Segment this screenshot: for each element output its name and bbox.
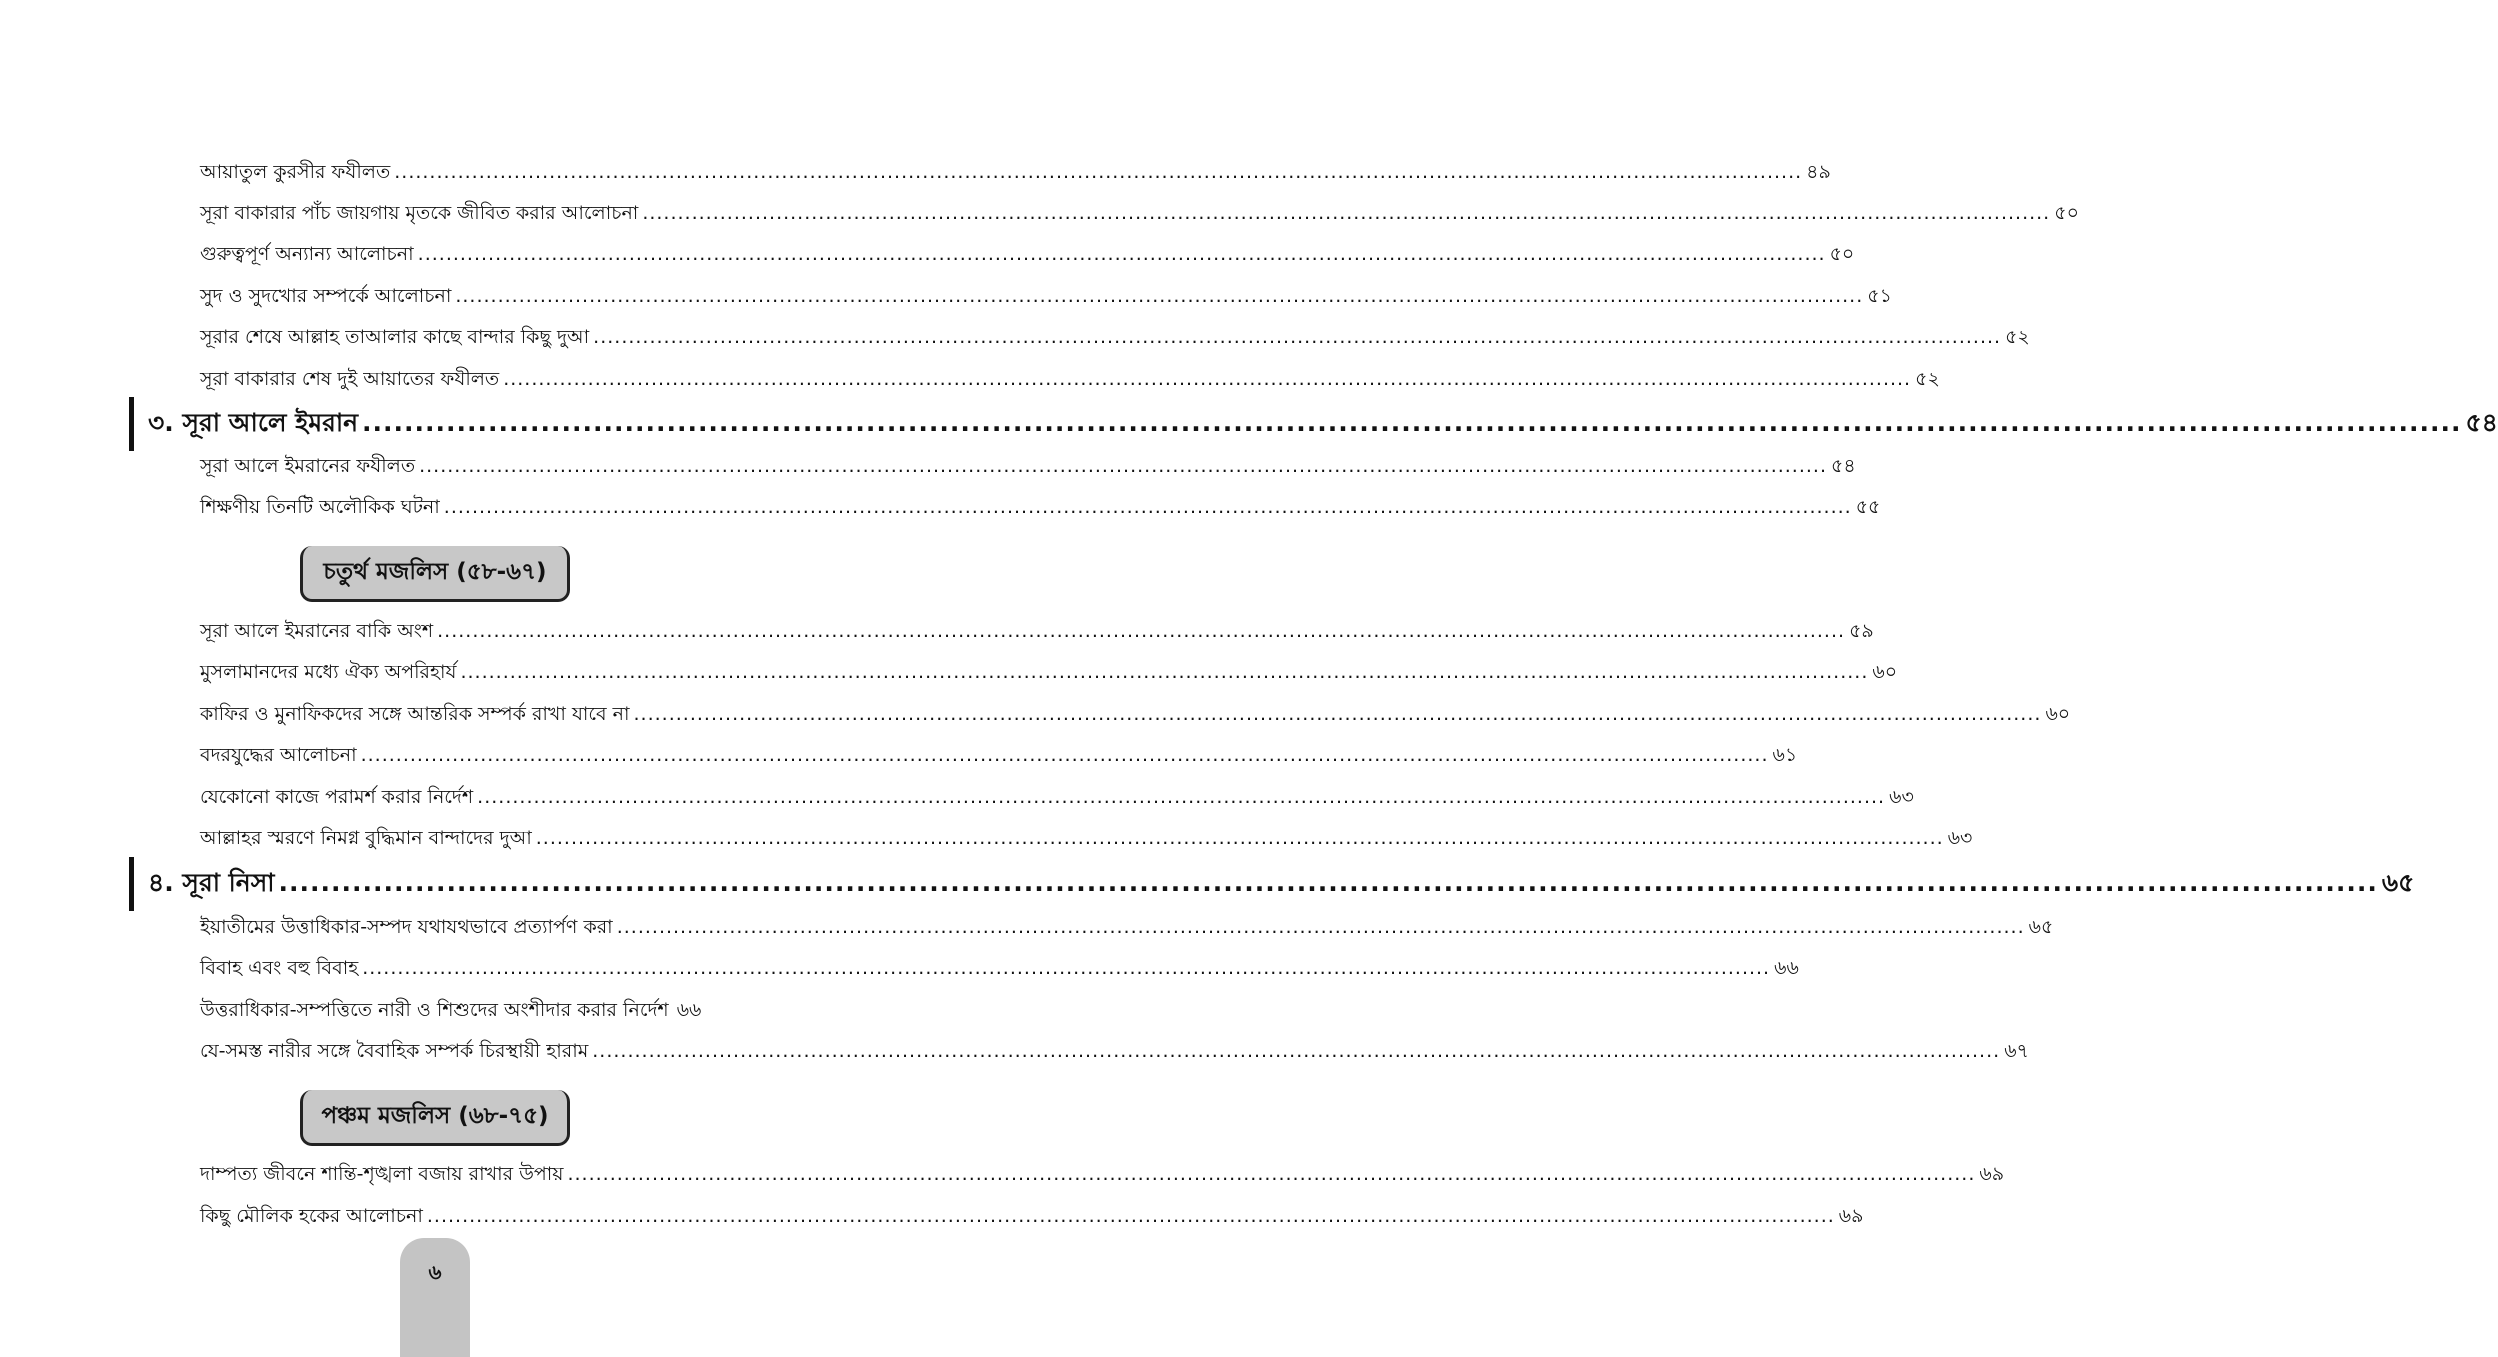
dot-leader [617, 912, 2025, 942]
toc-entry[interactable] [200, 1036, 2029, 1066]
toc-entry-title: গুরুত্বপূর্ণ অন্যান্য আলোচনা [200, 243, 414, 265]
section-marker-bar [129, 857, 134, 911]
toc-entry[interactable] [200, 198, 2079, 228]
toc-entry[interactable] [200, 657, 1898, 687]
dot-leader [567, 1159, 1975, 1189]
dot-leader [642, 198, 2050, 228]
dot-leader [361, 740, 1769, 770]
toc-entry-page: ৫২ [1915, 368, 1940, 390]
toc-entry[interactable] [200, 823, 1973, 853]
dot-leader [394, 157, 1802, 187]
dot-leader [278, 865, 2377, 901]
toc-entry[interactable] [200, 1201, 1864, 1231]
dot-leader [419, 451, 1827, 481]
dot-leader [362, 953, 1770, 983]
toc-entry[interactable] [200, 322, 2030, 352]
toc-entry-page: ৬০ [1872, 661, 1898, 683]
toc-entry-title: সূরা আলে ইমরানের ফযীলত [200, 455, 416, 477]
toc-entry-title: ইয়াতীমের উত্তাধিকার-সম্পদ যথাযথভাবে প্রত্যার্পণ করা [200, 916, 613, 938]
toc-entry-title: সূরা বাকারার শেষ দুই আয়াতের ফযীলত [200, 368, 500, 390]
toc-entry-title: বদরযুদ্ধের আলোচনা [200, 744, 357, 766]
toc-entry-page: ৪৯ [1806, 161, 1831, 183]
toc-section-page: ৫৪ [2465, 408, 2498, 437]
toc-entry-page: ৫১ [1867, 285, 1892, 307]
toc-entry-page: ৫৫ [1855, 496, 1881, 518]
toc-section-title: ৩. সূরা আলে ইমরান [148, 408, 359, 437]
toc-entry-page: ৬১ [1772, 744, 1798, 766]
toc-entry-page: ৬৬ [676, 999, 702, 1021]
toc-entry[interactable] [200, 995, 702, 1025]
toc-entry-title: আয়াতুল কুরসীর ফযীলত [200, 161, 391, 183]
toc-section-page: ৬৫ [2381, 868, 2415, 897]
toc-entry[interactable] [200, 953, 1799, 983]
toc-entry-title: শিক্ষণীয় তিনটি অলৌকিক ঘটনা [200, 496, 440, 518]
dot-leader [460, 657, 1868, 687]
dot-leader [536, 823, 1944, 853]
toc-entry-title: যে-সমস্ত নারীর সঙ্গে বৈবাহিক সম্পর্ক চিরস্থায়ী হারাম [200, 1040, 589, 1062]
toc-entry[interactable] [200, 740, 1798, 770]
toc-entry-title: আল্লাহর স্মরণে নিমগ্ন বুদ্ধিমান বান্দাদের দুআ [200, 827, 532, 849]
toc-section-heading[interactable] [148, 865, 2415, 901]
toc-entry-page: ৫০ [1829, 243, 1855, 265]
dot-leader [477, 782, 1885, 812]
toc-entry-page: ৬৯ [1979, 1163, 2005, 1185]
dot-leader [444, 492, 1852, 522]
toc-entry-title: সূরা বাকারার পাঁচ জায়গায় মৃতকে জীবিত করার আলোচনা [200, 202, 639, 224]
dot-leader [418, 239, 1826, 269]
toc-entry-title: উত্তরাধিকার-সম্পত্তিতে নারী ও শিশুদের অংশীদার করার নির্দেশ [200, 999, 669, 1021]
toc-entry[interactable] [200, 699, 2071, 729]
toc-entry-title: কিছু মৌলিক হকের আলোচনা [200, 1205, 423, 1227]
toc-entry-title: সুদ ও সুদখোর সম্পর্কে আলোচনা [200, 285, 452, 307]
toc-entry[interactable] [200, 281, 1892, 311]
dot-leader [362, 405, 2461, 441]
toc-entry-page: ৬৯ [1838, 1205, 1864, 1227]
toc-entry-title: বিবাহ এবং বহু বিবাহ [200, 957, 359, 979]
toc-entry-title: কাফির ও মুনাফিকদের সঙ্গে আন্তরিক সম্পর্ক রাখা যাবে না [200, 703, 630, 725]
toc-section-heading[interactable] [148, 405, 2498, 441]
section-marker-bar [129, 397, 134, 451]
toc-entry-page: ৫০ [2054, 202, 2079, 224]
page-number: ৬ [400, 1238, 470, 1357]
toc-entry-title: মুসলামানদের মধ্যে ঐক্য অপরিহার্য [200, 661, 457, 683]
toc-entry-page: ৫৪ [1831, 455, 1856, 477]
dot-leader [437, 616, 1845, 646]
toc-entry-page: ৫২ [2005, 326, 2030, 348]
toc-entry-page: ৬৫ [2028, 916, 2054, 938]
toc-entry-page: ৬৬ [1774, 957, 1799, 979]
toc-entry-title: দাম্পত্য জীবনে শান্তি-শৃঙ্খলা বজায় রাখার উপায় [200, 1163, 564, 1185]
toc-entry-title: সূরা আলে ইমরানের বাকি অংশ [200, 620, 434, 642]
dot-leader [593, 322, 2001, 352]
toc-entry[interactable] [200, 157, 1831, 187]
toc-entry[interactable] [200, 912, 2054, 942]
toc-entry[interactable] [200, 451, 1856, 481]
toc-entry[interactable] [200, 1159, 2005, 1189]
dot-leader [503, 364, 1911, 394]
toc-entry-page: ৬৩ [1947, 827, 1973, 849]
toc-entry[interactable] [200, 492, 1881, 522]
dot-leader [427, 1201, 1835, 1231]
dot-leader [455, 281, 1863, 311]
dot-leader [592, 1036, 2000, 1066]
toc-entry[interactable] [200, 239, 1855, 269]
toc-entry-page: ৬০ [2045, 703, 2071, 725]
toc-section-title: ৪. সূরা নিসা [148, 868, 275, 897]
toc-entry-page: ৫৯ [1849, 620, 1874, 642]
toc-entry-title: যেকোনো কাজে পরামর্শ করার নির্দেশ [200, 786, 474, 808]
toc-entry-page: ৬৩ [1889, 786, 1914, 808]
majlis-heading-4: চতুর্থ মজলিস (৫৮-৬৭) [300, 546, 570, 602]
toc-entry[interactable] [200, 782, 1914, 812]
toc-entry[interactable] [200, 364, 1940, 394]
majlis-heading-5: পঞ্চম মজলিস (৬৮-৭৫) [300, 1090, 570, 1146]
toc-entry-page: ৬৭ [2004, 1040, 2029, 1062]
dot-leader [634, 699, 2042, 729]
toc-entry-title: সূরার শেষে আল্লাহ তাআলার কাছে বান্দার কিছু দুআ [200, 326, 590, 348]
toc-entry[interactable] [200, 616, 1874, 646]
